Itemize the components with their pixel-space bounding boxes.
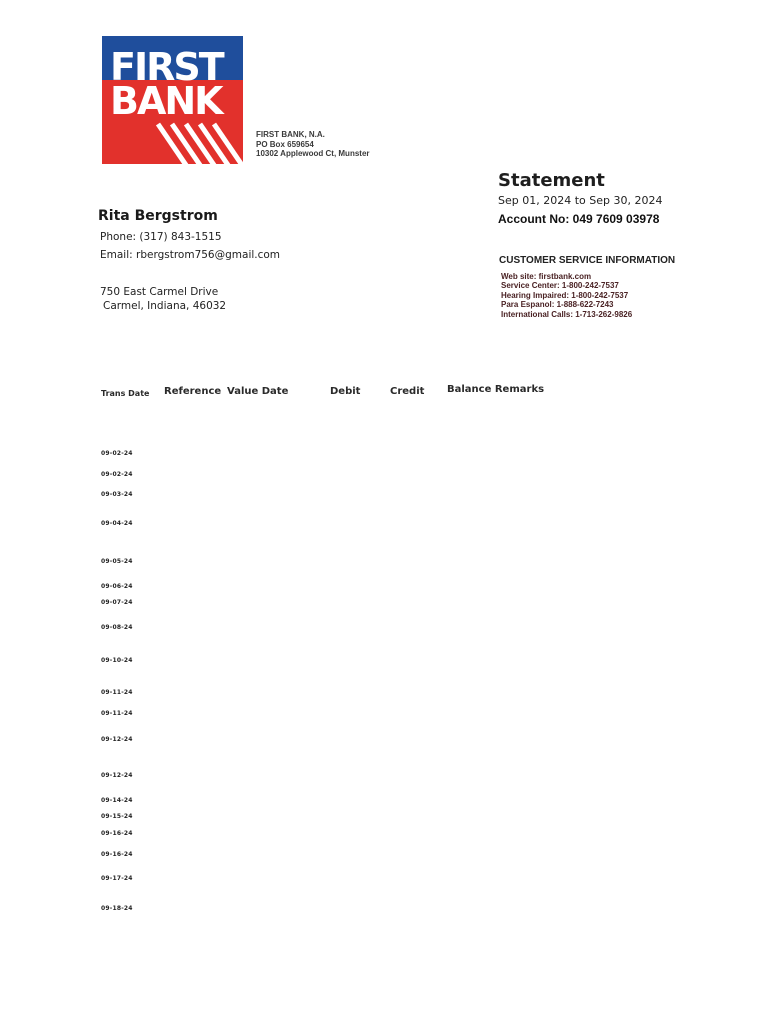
table-row: 09-12-24 <box>101 772 133 779</box>
table-row: 09-02-24 <box>101 450 133 457</box>
table-row: 09-04-24 <box>101 520 133 527</box>
table-row: 09-08-24 <box>101 624 133 631</box>
bank-name: FIRST BANK, N.A. <box>256 130 325 139</box>
table-row: 09-05-24 <box>101 558 133 565</box>
table-row: 09-11-24 <box>101 710 133 717</box>
logo-text-bank: BANK <box>110 79 222 123</box>
account-number: Account No: 049 7609 03978 <box>498 212 660 226</box>
header-value-date: Value Date <box>227 386 289 397</box>
table-row: 09-16-24 <box>101 851 133 858</box>
table-row: 09-17-24 <box>101 875 133 882</box>
bank-po-box: PO Box 659654 <box>256 139 314 149</box>
table-row: 09-15-24 <box>101 813 133 820</box>
header-trans-date: Trans Date <box>101 389 150 398</box>
bank-street-address: 10302 Applewood Ct, Munster <box>256 149 370 158</box>
table-row: 09-11-24 <box>101 689 133 696</box>
bank-logo <box>102 36 243 164</box>
table-row: 09-07-24 <box>101 599 133 606</box>
logo-text-first: FIRST <box>110 45 223 89</box>
table-row: 09-18-24 <box>101 905 133 912</box>
cs-hearing-impaired: Hearing Impaired: 1-800-242-7537 <box>501 290 629 300</box>
table-row: 09-10-24 <box>101 657 133 664</box>
customer-phone: Phone: (317) 843-1515 <box>100 231 222 243</box>
header-debit: Debit <box>330 386 361 397</box>
table-row: 09-06-24 <box>101 583 133 590</box>
table-row: 09-14-24 <box>101 797 133 804</box>
header-balance-remarks: Balance Remarks <box>447 384 545 395</box>
table-row: 09-12-24 <box>101 736 133 743</box>
cs-website: Web site: firstbank.com <box>501 272 592 281</box>
customer-city: Carmel, Indiana, 46032 <box>103 300 227 312</box>
statement-title: Statement <box>498 170 605 191</box>
cs-service-center: Service Center: 1-800-242-7537 <box>501 281 619 291</box>
table-row: 09-16-24 <box>101 830 133 837</box>
table-row: 09-02-24 <box>101 471 133 478</box>
header-reference: Reference <box>164 386 222 397</box>
statement-period: Sep 01, 2024 to Sep 30, 2024 <box>498 194 663 207</box>
cs-international-calls: International Calls: 1-713-262-9826 <box>501 309 633 319</box>
customer-service-title: CUSTOMER SERVICE INFORMATION <box>499 255 676 266</box>
cs-para-espanol: Para Espanol: 1-888-622-7243 <box>501 300 614 310</box>
bank-address-block <box>256 130 370 159</box>
header-credit: Credit <box>390 386 425 397</box>
customer-street: 750 East Carmel Drive <box>100 286 219 298</box>
customer-email: Email: rbergstrom756@gmail.com <box>100 249 281 261</box>
customer-service-info <box>501 272 632 319</box>
table-row: 09-03-24 <box>101 491 133 498</box>
customer-name: Rita Bergstrom <box>98 208 218 224</box>
